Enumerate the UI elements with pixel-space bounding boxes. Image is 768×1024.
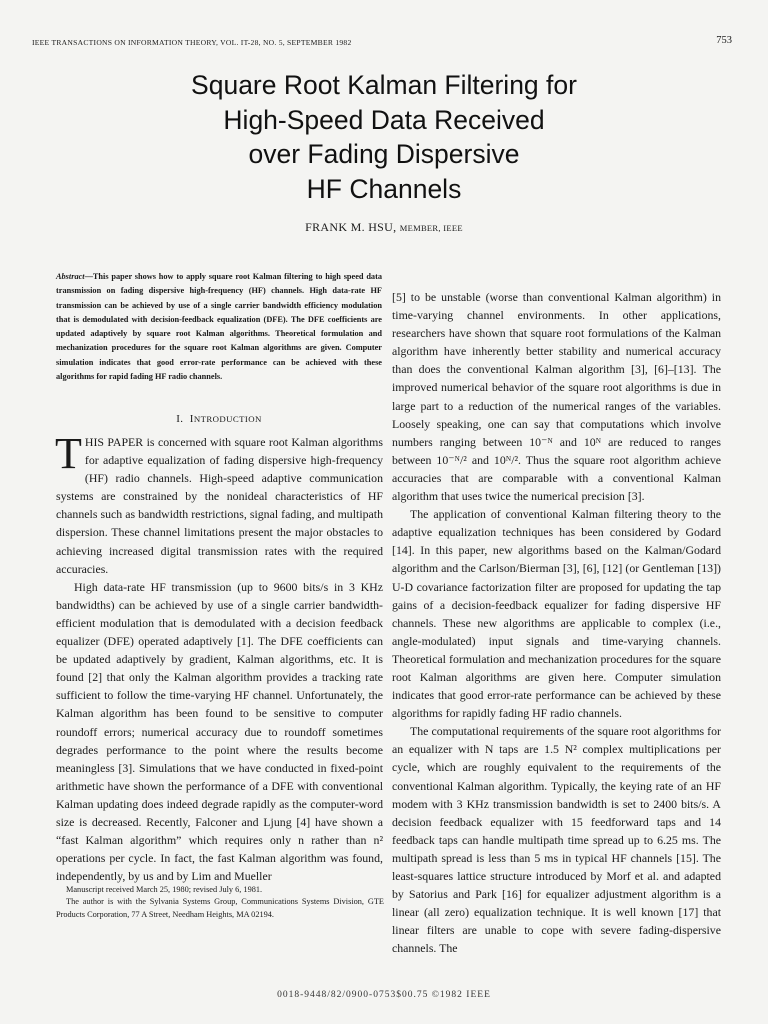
page-number: 753	[716, 35, 732, 46]
intro-paragraph-1-text: is concerned with square root Kalman algorithms for adaptive equalization of fading dispersive high-frequency (HF) radio channels. High-speed adaptive communication systems are constrained by the nonideal characteristics of HF channels such as bandwidth restrictions, signal fading, and multipath dispersion. These channel limitations present the major obstacles to achieving increased digital transmission rates with the required accuracies.	[56, 435, 383, 576]
author-line	[0, 220, 768, 235]
title-line-3: over Fading Dispersive	[248, 139, 520, 169]
lead-caps: HIS PAPER	[84, 435, 144, 449]
copyright-line: 0018-9448/82/0900-0753$00.75 ©1982 IEEE	[277, 990, 491, 1000]
manuscript-received: Manuscript received March 25, 1980; revised July 6, 1981.	[66, 885, 263, 894]
paper-title	[0, 68, 768, 206]
intro-paragraph-1	[55, 429, 383, 578]
abstract-text: —This paper shows how to apply square root Kalman filtering to high speed data transmission on fading dispersive high-frequency (HF) channels. High data-rate HF transmission can be achieved by use of a single carrier bandwidth efficiency modulation that is demodulated with decision-feedback equalization (DFE). The DFE coefficients are updated adaptively by square root Kalman algorithms. Theoretical formulation and mechanization procedures for the square root Kalman algorithms are given. Computer simulation indicates that good error-rate performance can be achieved with these algorithms for rapid fading HF radio channels.	[56, 272, 382, 382]
section-numeral: I.	[176, 413, 184, 425]
author-name: FRANK M. HSU,	[305, 220, 397, 234]
abstract-label: Abstract	[56, 272, 85, 281]
title-line-2: High-Speed Data Received	[223, 104, 545, 135]
drop-cap: T	[55, 429, 82, 478]
section-title: NTRODUCTION	[193, 414, 262, 424]
running-header	[32, 35, 732, 47]
introduction-text	[55, 429, 383, 885]
author-membership: MEMBER, IEEE	[399, 223, 463, 233]
title-line-4: HF Channels	[306, 173, 462, 204]
intro-paragraph-2: High data-rate HF transmission (up to 9600 bits/s in 3 KHz bandwidths) can be achieved by use of a single carrier bandwidth-efficient modulation that is demodulated with a decision feedback equalizer (DFE) operated adaptively [1]. The DFE coefficients can be updated adaptively by gradient, Kalman algorithms, etc. It is found [2] that only the Kalman algorithm provides a tracking rate sufficient to follow the time-varying HF channel. Unfortunately, the Kalman algorithm has been found to be sensitive to computer roundoff errors; numerical accuracy due to roundoff sometimes degrades performance to the point where the results become meaningless [3]. Simulations that we have conducted in fixed-point arithmetic have shown the performance of a DFE with conventional Kalman updating does indeed degrade rapidly as the computer-word size is decreased. Recently, Falconer and Ljung [4] have shown a “fast Kalman algorithm” which requires only n rather than n² operations per cycle. In fact, the fast Kalman algorithm was found, independently, by us and by Lim and Mueller	[56, 579, 383, 884]
journal-citation: IEEE TRANSACTIONS ON INFORMATION THEORY, VOL. IT-28, NO. 5, SEPTEMBER 1982	[32, 38, 352, 47]
title-line-1: Square Root Kalman Filtering for	[191, 70, 577, 100]
footnote	[56, 884, 384, 921]
section-heading	[56, 413, 382, 425]
section-initial: I	[189, 413, 194, 425]
abstract	[56, 270, 382, 384]
right-paragraph-1: [5] to be unstable (worse than conventional Kalman algorithm) in time-varying channel environments. In other applications, researchers have shown that square root formulations of the Kalman algorithm have inherently better stability and numerical accuracy than does the conventional Kalman algorithm [3], [6]–[13]. The improved numerical behavior of the square root algorithms is due in large part to a reduction of the numerical ranges of the variables. Loosely speaking, one can say that computations which involve numbers ranging between 10⁻ᴺ and 10ᴺ are reduced to ranges between 10⁻ᴺ/² and 10ᴺ/². Thus the square root algorithm achieve accuracies that are comparable with a conventional Kalman algorithm that uses twice the numerical precision [3].	[392, 290, 721, 504]
right-paragraph-2: The application of conventional Kalman filtering theory to the adaptive equalization techniques has been considered by Godard [14]. In this paper, new algorithms based on the Kalman/Godard algorithm and the Carlson/Bierman [3], [6], [12] (or Gentleman [13]) U-D covariance factorization filter are proposed for updating the tap gains of a decision-feedback equalizer for fading dispersive HF channels. These new algorithms are applicable to complex (i.e., angle-modulated) input signals and time-varying channels. Theoretical formulation and mechanization procedures for the square root Kalman algorithms are given here. Computer simulation indicates that good error-rate performance can be achieved by these algorithms for rapidly fading HF radio channels.	[392, 507, 721, 721]
right-column-text	[392, 288, 721, 957]
author-affiliation: The author is with the Sylvania Systems Group, Communications Systems Division, GTE Products Corporation, 77 A Street, Needham Heights, MA 02194.	[56, 897, 384, 919]
right-paragraph-3: The computational requirements of the square root algorithms for an equalizer with N taps are 1.5 N² complex multiplications per cycle, which are roughly equivalent to the requirements of the conventional Kalman algorithm. Typically, the keying rate of an HF modem with 3 KHz transmission bandwidth is set to 2400 bits/s. A decision feedback equalizer with 15 feedforward taps and 14 feedback taps can handle multipath time spread up to 6.25 ms. The multipath spread is less than 5 ms in typical HF channels [15]. The least-squares lattice structure introduced by Morf et al. and adapted by Satorius and Park [16] for equalizer adjustment algorithm is a linear (all zero) equalization technique. It is well known [17] that linear filters are unable to cope with severe fading-dispersive channels. The	[392, 724, 721, 956]
